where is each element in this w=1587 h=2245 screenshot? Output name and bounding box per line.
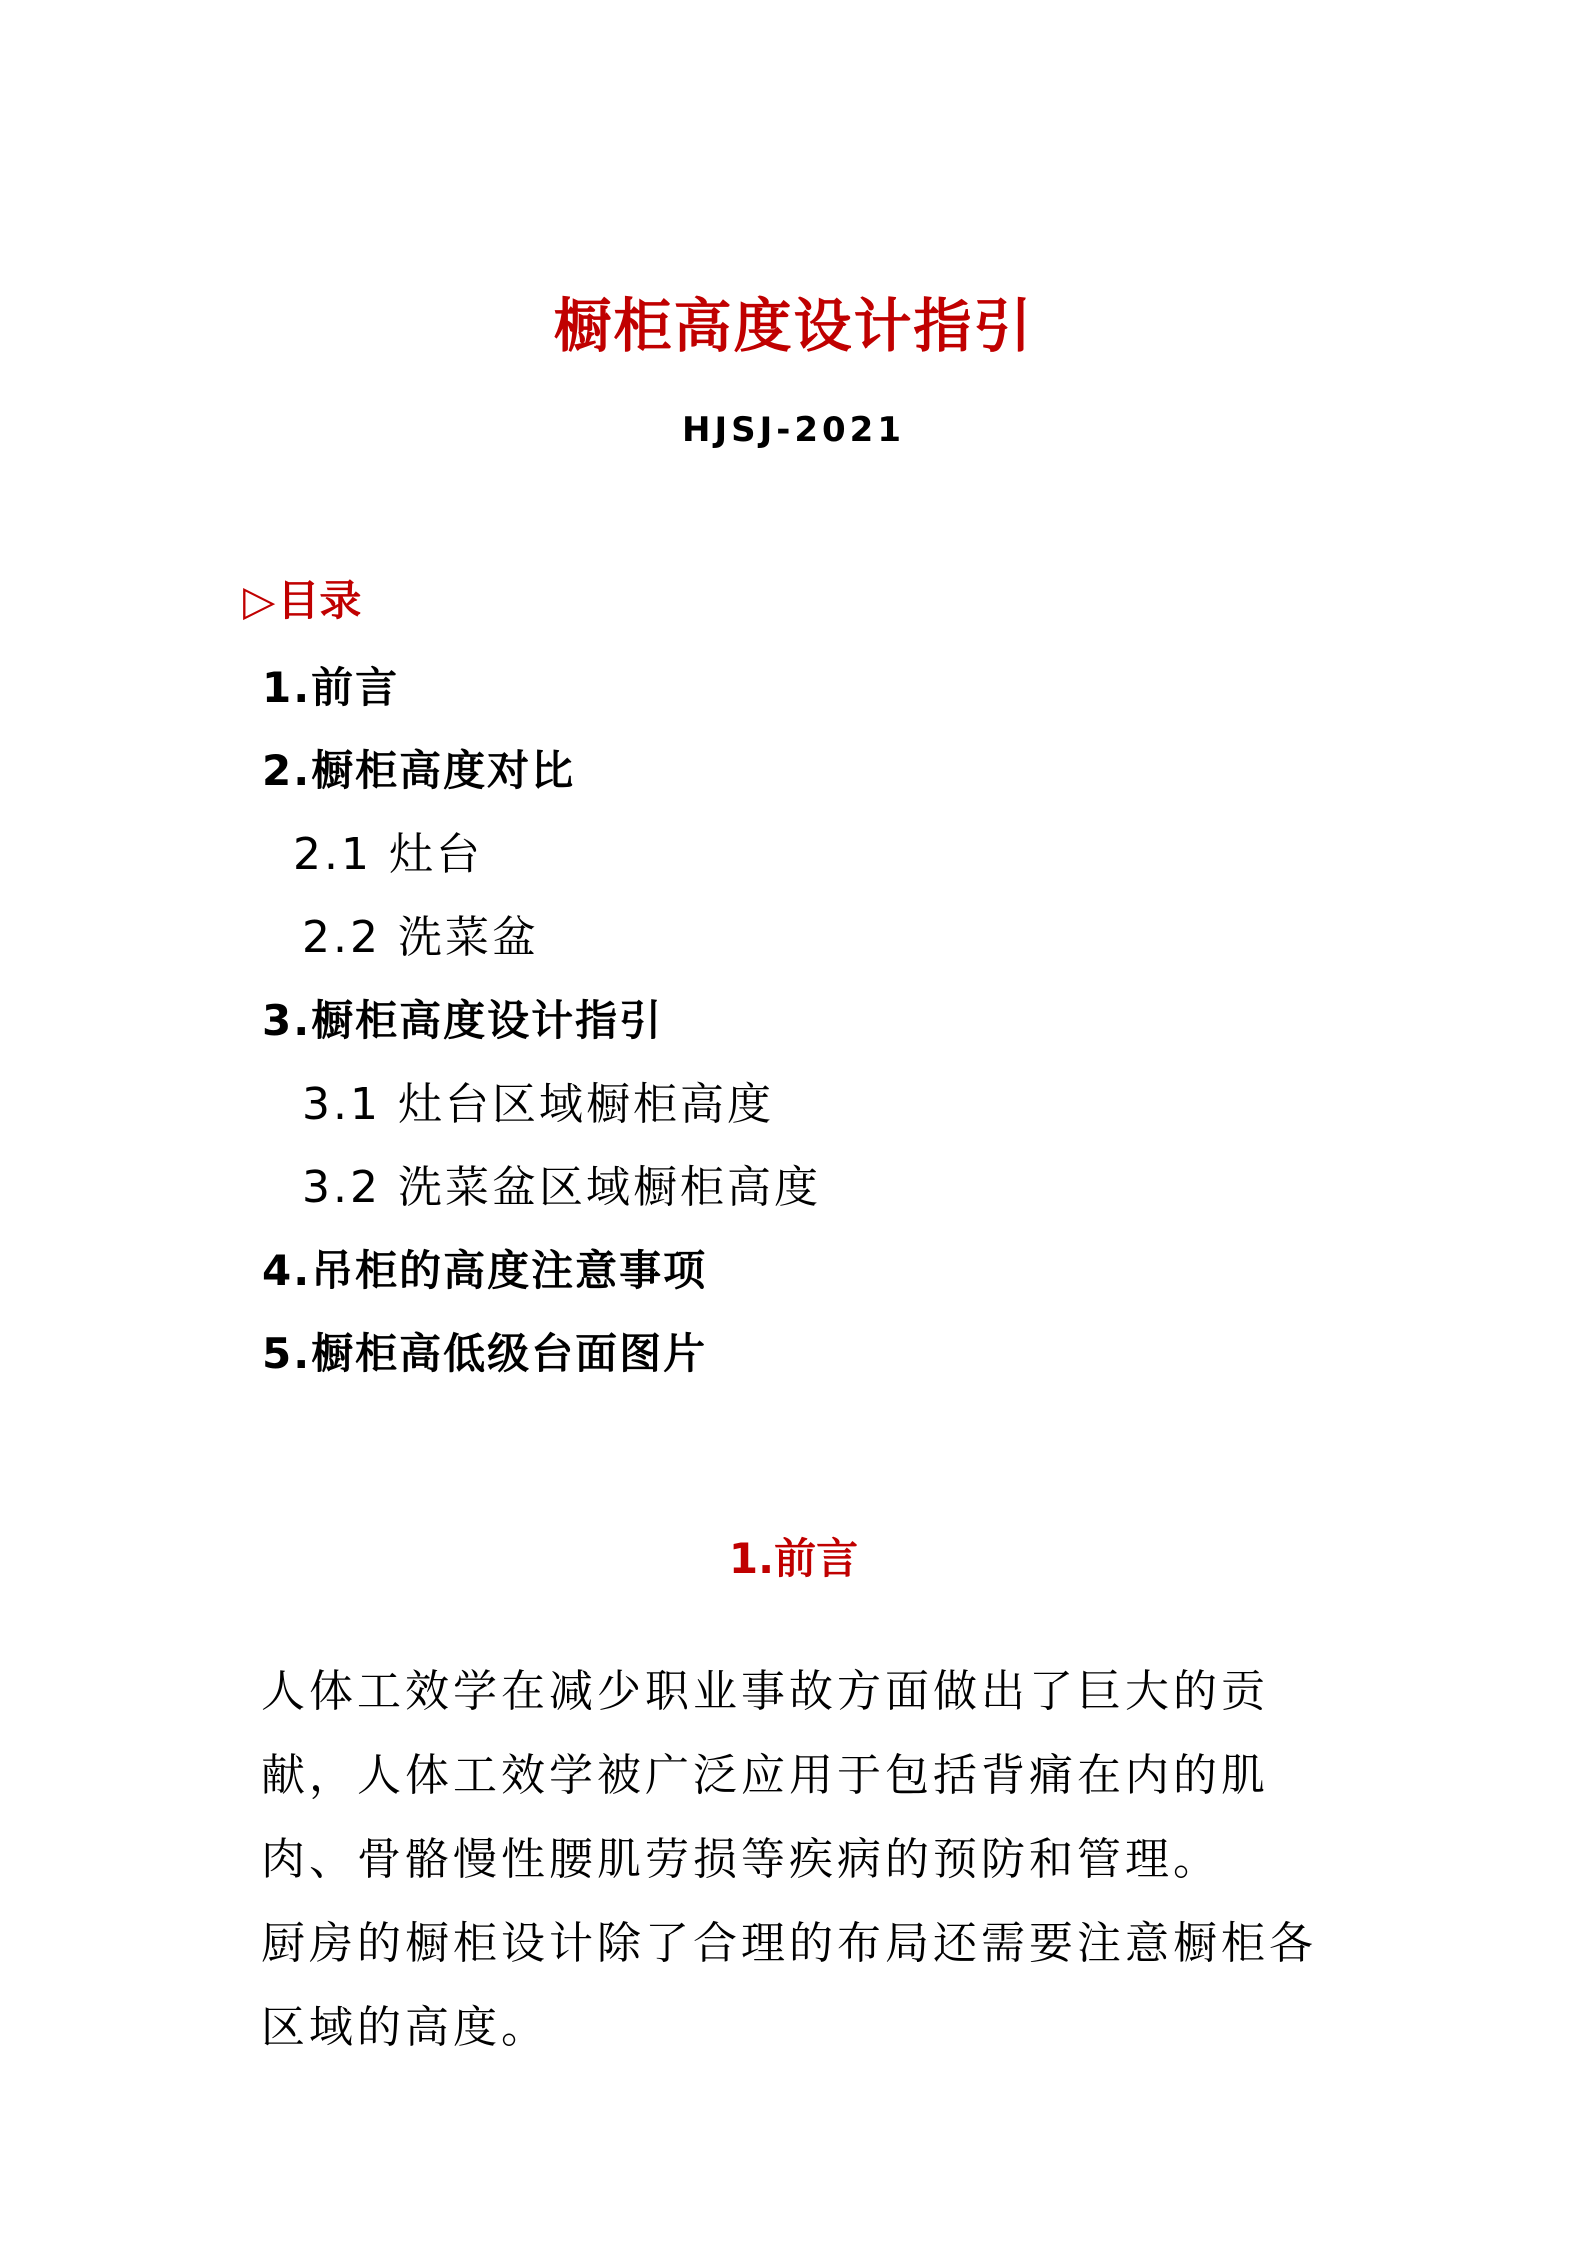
section-paragraph: 人体工效学在减少职业事故方面做出了巨大的贡献，人体工效学被广泛应用于包括背痛在内的肌肉、骨骼慢性腰肌劳损等疾病的预防和管理。 [261, 1666, 1269, 1885]
toc-item-wall-cabinet-notes[interactable]: 4.吊柜的高度注意事项 [262, 1246, 708, 1295]
document-code: HJSJ-2021 [682, 410, 905, 450]
toc-item-countertop-pictures[interactable]: 5.橱柜高低级台面图片 [262, 1329, 708, 1378]
toc-item-foreword[interactable]: 1.前言 [262, 663, 400, 712]
toc-item-sink-area-height[interactable]: 3.2 洗菜盆区域橱柜高度 [302, 1162, 821, 1213]
toc-heading [243, 576, 362, 625]
section-paragraph: 厨房的橱柜设计除了合理的布局还需要注意橱柜各区域的高度。 [261, 1918, 1317, 2053]
section-heading-foreword: 1.前言 [728, 1533, 859, 1583]
toc-heading-label: 目录 [277, 576, 362, 625]
document-title: 橱柜高度设计指引 [553, 291, 1034, 360]
toc-item-height-comparison[interactable]: 2.橱柜高度对比 [262, 746, 576, 795]
toc-item-sink[interactable]: 2.2 洗菜盆 [302, 912, 539, 963]
play-triangle-icon: ▷ [243, 576, 276, 625]
toc-item-stove-area-height[interactable]: 3.1 灶台区域橱柜高度 [302, 1079, 774, 1130]
toc-item-design-guide[interactable]: 3.橱柜高度设计指引 [262, 996, 664, 1045]
toc-item-stove[interactable]: 2.1 灶台 [293, 829, 483, 880]
